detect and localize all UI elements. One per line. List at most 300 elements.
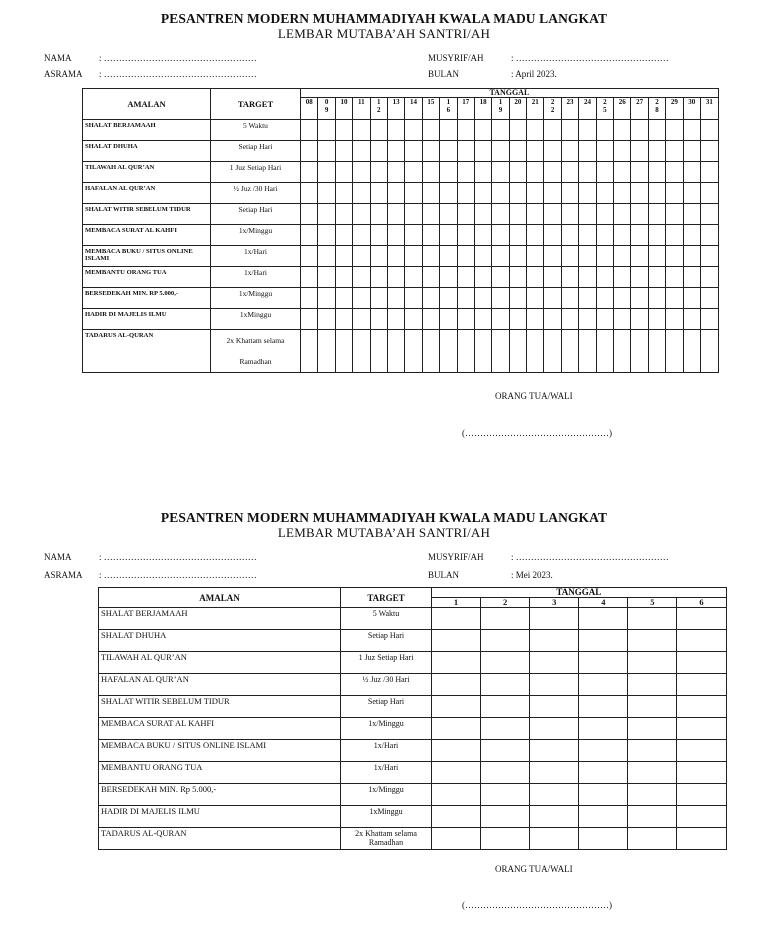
checkbox-cell[interactable] [440,183,457,204]
checkbox-cell[interactable] [530,762,579,784]
checkbox-cell[interactable] [301,204,318,225]
checkbox-cell[interactable] [648,183,665,204]
checkbox-cell[interactable] [666,120,683,141]
checkbox-cell[interactable] [631,246,648,267]
checkbox-cell[interactable] [648,267,665,288]
checkbox-cell[interactable] [481,674,530,696]
checkbox-cell[interactable] [387,246,404,267]
checkbox-cell[interactable] [544,267,561,288]
checkbox-cell[interactable] [370,309,387,330]
checkbox-cell[interactable] [700,225,718,246]
checkbox-cell[interactable] [353,204,370,225]
checkbox-cell[interactable] [579,183,596,204]
checkbox-cell[interactable] [301,288,318,309]
sheet2-asrama-field[interactable]: : …………………………………………… [99,570,257,580]
checkbox-cell[interactable] [648,120,665,141]
checkbox-cell[interactable] [530,674,579,696]
checkbox-cell[interactable] [596,309,613,330]
checkbox-cell[interactable] [405,120,422,141]
checkbox-cell[interactable] [318,183,335,204]
checkbox-cell[interactable] [387,288,404,309]
checkbox-cell[interactable] [492,183,509,204]
checkbox-cell[interactable] [648,309,665,330]
checkbox-cell[interactable] [405,330,422,373]
checkbox-cell[interactable] [405,288,422,309]
checkbox-cell[interactable] [579,762,628,784]
checkbox-cell[interactable] [579,718,628,740]
checkbox-cell[interactable] [318,309,335,330]
checkbox-cell[interactable] [561,225,578,246]
checkbox-cell[interactable] [474,288,491,309]
checkbox-cell[interactable] [666,162,683,183]
checkbox-cell[interactable] [481,740,530,762]
checkbox-cell[interactable] [530,608,579,630]
checkbox-cell[interactable] [544,309,561,330]
checkbox-cell[interactable] [544,246,561,267]
checkbox-cell[interactable] [561,120,578,141]
checkbox-cell[interactable] [579,784,628,806]
checkbox-cell[interactable] [530,630,579,652]
checkbox-cell[interactable] [614,162,631,183]
checkbox-cell[interactable] [335,225,352,246]
checkbox-cell[interactable] [318,162,335,183]
checkbox-cell[interactable] [353,225,370,246]
checkbox-cell[interactable] [677,806,726,828]
checkbox-cell[interactable] [474,246,491,267]
checkbox-cell[interactable] [387,162,404,183]
checkbox-cell[interactable] [370,288,387,309]
checkbox-cell[interactable] [579,806,628,828]
checkbox-cell[interactable] [683,330,700,373]
checkbox-cell[interactable] [422,141,439,162]
checkbox-cell[interactable] [474,204,491,225]
checkbox-cell[interactable] [648,330,665,373]
checkbox-cell[interactable] [492,330,509,373]
checkbox-cell[interactable] [405,309,422,330]
checkbox-cell[interactable] [422,204,439,225]
checkbox-cell[interactable] [474,141,491,162]
checkbox-cell[interactable] [579,246,596,267]
checkbox-cell[interactable] [509,309,526,330]
checkbox-cell[interactable] [432,652,481,674]
checkbox-cell[interactable] [544,141,561,162]
checkbox-cell[interactable] [353,183,370,204]
checkbox-cell[interactable] [318,225,335,246]
checkbox-cell[interactable] [387,330,404,373]
checkbox-cell[interactable] [481,762,530,784]
checkbox-cell[interactable] [335,183,352,204]
checkbox-cell[interactable] [677,652,726,674]
checkbox-cell[interactable] [422,288,439,309]
checkbox-cell[interactable] [509,141,526,162]
checkbox-cell[interactable] [614,309,631,330]
sheet2-nama-field[interactable]: : …………………………………………… [99,552,257,562]
checkbox-cell[interactable] [683,267,700,288]
checkbox-cell[interactable] [614,330,631,373]
checkbox-cell[interactable] [700,204,718,225]
checkbox-cell[interactable] [530,784,579,806]
checkbox-cell[interactable] [614,120,631,141]
sheet1-signature-line[interactable]: (…………………………………………) [462,428,612,438]
checkbox-cell[interactable] [666,288,683,309]
checkbox-cell[interactable] [481,718,530,740]
checkbox-cell[interactable] [301,183,318,204]
checkbox-cell[interactable] [561,267,578,288]
checkbox-cell[interactable] [628,806,677,828]
checkbox-cell[interactable] [405,141,422,162]
checkbox-cell[interactable] [492,162,509,183]
checkbox-cell[interactable] [628,674,677,696]
checkbox-cell[interactable] [353,246,370,267]
sheet1-asrama-field[interactable]: : …………………………………………… [99,69,257,79]
checkbox-cell[interactable] [405,246,422,267]
checkbox-cell[interactable] [492,288,509,309]
checkbox-cell[interactable] [677,762,726,784]
checkbox-cell[interactable] [370,204,387,225]
checkbox-cell[interactable] [422,162,439,183]
checkbox-cell[interactable] [596,204,613,225]
checkbox-cell[interactable] [440,225,457,246]
checkbox-cell[interactable] [666,183,683,204]
checkbox-cell[interactable] [700,288,718,309]
checkbox-cell[interactable] [457,162,474,183]
checkbox-cell[interactable] [648,246,665,267]
checkbox-cell[interactable] [628,652,677,674]
checkbox-cell[interactable] [561,309,578,330]
checkbox-cell[interactable] [677,630,726,652]
checkbox-cell[interactable] [387,225,404,246]
checkbox-cell[interactable] [628,762,677,784]
checkbox-cell[interactable] [527,162,544,183]
checkbox-cell[interactable] [683,309,700,330]
checkbox-cell[interactable] [614,246,631,267]
checkbox-cell[interactable] [631,204,648,225]
checkbox-cell[interactable] [457,225,474,246]
checkbox-cell[interactable] [579,288,596,309]
checkbox-cell[interactable] [527,288,544,309]
checkbox-cell[interactable] [683,141,700,162]
checkbox-cell[interactable] [405,162,422,183]
checkbox-cell[interactable] [509,204,526,225]
checkbox-cell[interactable] [527,204,544,225]
checkbox-cell[interactable] [700,120,718,141]
checkbox-cell[interactable] [683,162,700,183]
checkbox-cell[interactable] [318,120,335,141]
checkbox-cell[interactable] [579,309,596,330]
checkbox-cell[interactable] [509,330,526,373]
checkbox-cell[interactable] [631,288,648,309]
checkbox-cell[interactable] [422,330,439,373]
checkbox-cell[interactable] [481,608,530,630]
checkbox-cell[interactable] [492,225,509,246]
checkbox-cell[interactable] [579,608,628,630]
checkbox-cell[interactable] [301,141,318,162]
checkbox-cell[interactable] [440,309,457,330]
checkbox-cell[interactable] [596,288,613,309]
checkbox-cell[interactable] [579,696,628,718]
checkbox-cell[interactable] [561,246,578,267]
checkbox-cell[interactable] [631,225,648,246]
checkbox-cell[interactable] [700,246,718,267]
checkbox-cell[interactable] [301,225,318,246]
checkbox-cell[interactable] [353,162,370,183]
checkbox-cell[interactable] [544,330,561,373]
checkbox-cell[interactable] [387,309,404,330]
checkbox-cell[interactable] [579,630,628,652]
checkbox-cell[interactable] [405,183,422,204]
checkbox-cell[interactable] [683,183,700,204]
checkbox-cell[interactable] [422,225,439,246]
checkbox-cell[interactable] [509,162,526,183]
checkbox-cell[interactable] [301,267,318,288]
sheet2-musyrif-field[interactable]: : …………………………………………… [511,552,669,562]
checkbox-cell[interactable] [527,267,544,288]
checkbox-cell[interactable] [700,330,718,373]
checkbox-cell[interactable] [509,225,526,246]
checkbox-cell[interactable] [492,204,509,225]
checkbox-cell[interactable] [527,330,544,373]
checkbox-cell[interactable] [628,718,677,740]
checkbox-cell[interactable] [628,630,677,652]
checkbox-cell[interactable] [527,120,544,141]
checkbox-cell[interactable] [457,288,474,309]
checkbox-cell[interactable] [544,288,561,309]
checkbox-cell[interactable] [335,330,352,373]
checkbox-cell[interactable] [527,141,544,162]
checkbox-cell[interactable] [628,608,677,630]
checkbox-cell[interactable] [492,246,509,267]
checkbox-cell[interactable] [318,141,335,162]
checkbox-cell[interactable] [561,204,578,225]
checkbox-cell[interactable] [700,141,718,162]
checkbox-cell[interactable] [579,828,628,850]
checkbox-cell[interactable] [666,267,683,288]
checkbox-cell[interactable] [631,162,648,183]
checkbox-cell[interactable] [440,162,457,183]
checkbox-cell[interactable] [301,162,318,183]
checkbox-cell[interactable] [370,225,387,246]
checkbox-cell[interactable] [422,120,439,141]
checkbox-cell[interactable] [318,267,335,288]
checkbox-cell[interactable] [432,696,481,718]
checkbox-cell[interactable] [614,204,631,225]
checkbox-cell[interactable] [648,225,665,246]
checkbox-cell[interactable] [440,330,457,373]
checkbox-cell[interactable] [474,267,491,288]
checkbox-cell[interactable] [683,246,700,267]
checkbox-cell[interactable] [432,784,481,806]
checkbox-cell[interactable] [335,288,352,309]
checkbox-cell[interactable] [677,828,726,850]
checkbox-cell[interactable] [440,267,457,288]
checkbox-cell[interactable] [666,309,683,330]
checkbox-cell[interactable] [631,120,648,141]
checkbox-cell[interactable] [301,246,318,267]
checkbox-cell[interactable] [700,309,718,330]
checkbox-cell[interactable] [579,267,596,288]
checkbox-cell[interactable] [579,141,596,162]
checkbox-cell[interactable] [492,120,509,141]
checkbox-cell[interactable] [677,608,726,630]
checkbox-cell[interactable] [666,330,683,373]
checkbox-cell[interactable] [509,183,526,204]
checkbox-cell[interactable] [370,246,387,267]
checkbox-cell[interactable] [631,309,648,330]
checkbox-cell[interactable] [492,267,509,288]
checkbox-cell[interactable] [335,204,352,225]
checkbox-cell[interactable] [301,330,318,373]
checkbox-cell[interactable] [648,162,665,183]
checkbox-cell[interactable] [561,288,578,309]
checkbox-cell[interactable] [405,225,422,246]
checkbox-cell[interactable] [527,309,544,330]
checkbox-cell[interactable] [628,740,677,762]
checkbox-cell[interactable] [474,330,491,373]
checkbox-cell[interactable] [370,120,387,141]
checkbox-cell[interactable] [474,309,491,330]
checkbox-cell[interactable] [677,696,726,718]
checkbox-cell[interactable] [527,246,544,267]
checkbox-cell[interactable] [631,183,648,204]
checkbox-cell[interactable] [353,309,370,330]
checkbox-cell[interactable] [614,183,631,204]
checkbox-cell[interactable] [596,162,613,183]
checkbox-cell[interactable] [596,267,613,288]
checkbox-cell[interactable] [579,652,628,674]
checkbox-cell[interactable] [492,309,509,330]
checkbox-cell[interactable] [457,309,474,330]
checkbox-cell[interactable] [440,288,457,309]
checkbox-cell[interactable] [474,183,491,204]
checkbox-cell[interactable] [614,141,631,162]
checkbox-cell[interactable] [457,330,474,373]
checkbox-cell[interactable] [683,225,700,246]
checkbox-cell[interactable] [596,225,613,246]
checkbox-cell[interactable] [440,141,457,162]
sheet1-nama-field[interactable]: : …………………………………………… [99,53,257,63]
checkbox-cell[interactable] [405,267,422,288]
checkbox-cell[interactable] [631,267,648,288]
checkbox-cell[interactable] [527,225,544,246]
checkbox-cell[interactable] [440,204,457,225]
checkbox-cell[interactable] [631,141,648,162]
checkbox-cell[interactable] [579,674,628,696]
checkbox-cell[interactable] [387,183,404,204]
checkbox-cell[interactable] [481,630,530,652]
checkbox-cell[interactable] [353,267,370,288]
checkbox-cell[interactable] [666,225,683,246]
checkbox-cell[interactable] [596,330,613,373]
checkbox-cell[interactable] [318,204,335,225]
checkbox-cell[interactable] [683,120,700,141]
checkbox-cell[interactable] [301,309,318,330]
checkbox-cell[interactable] [440,246,457,267]
checkbox-cell[interactable] [353,330,370,373]
checkbox-cell[interactable] [335,309,352,330]
sheet1-musyrif-field[interactable]: : …………………………………………… [511,53,669,63]
checkbox-cell[interactable] [335,120,352,141]
checkbox-cell[interactable] [544,120,561,141]
checkbox-cell[interactable] [432,806,481,828]
checkbox-cell[interactable] [509,246,526,267]
checkbox-cell[interactable] [614,225,631,246]
checkbox-cell[interactable] [474,162,491,183]
checkbox-cell[interactable] [335,246,352,267]
checkbox-cell[interactable] [335,267,352,288]
checkbox-cell[interactable] [677,784,726,806]
checkbox-cell[interactable] [353,288,370,309]
checkbox-cell[interactable] [432,630,481,652]
checkbox-cell[interactable] [335,141,352,162]
checkbox-cell[interactable] [432,608,481,630]
checkbox-cell[interactable] [666,141,683,162]
checkbox-cell[interactable] [432,762,481,784]
checkbox-cell[interactable] [387,120,404,141]
checkbox-cell[interactable] [353,141,370,162]
checkbox-cell[interactable] [614,267,631,288]
checkbox-cell[interactable] [666,246,683,267]
checkbox-cell[interactable] [432,674,481,696]
checkbox-cell[interactable] [530,718,579,740]
checkbox-cell[interactable] [579,162,596,183]
checkbox-cell[interactable] [457,204,474,225]
checkbox-cell[interactable] [530,696,579,718]
checkbox-cell[interactable] [527,183,544,204]
checkbox-cell[interactable] [481,828,530,850]
checkbox-cell[interactable] [457,246,474,267]
checkbox-cell[interactable] [370,267,387,288]
checkbox-cell[interactable] [318,246,335,267]
checkbox-cell[interactable] [457,267,474,288]
checkbox-cell[interactable] [677,718,726,740]
checkbox-cell[interactable] [457,141,474,162]
checkbox-cell[interactable] [422,267,439,288]
checkbox-cell[interactable] [628,784,677,806]
checkbox-cell[interactable] [422,246,439,267]
checkbox-cell[interactable] [370,162,387,183]
checkbox-cell[interactable] [561,330,578,373]
checkbox-cell[interactable] [387,204,404,225]
checkbox-cell[interactable] [405,204,422,225]
checkbox-cell[interactable] [700,267,718,288]
checkbox-cell[interactable] [509,267,526,288]
checkbox-cell[interactable] [561,162,578,183]
checkbox-cell[interactable] [387,141,404,162]
checkbox-cell[interactable] [544,204,561,225]
checkbox-cell[interactable] [422,183,439,204]
checkbox-cell[interactable] [422,309,439,330]
checkbox-cell[interactable] [432,828,481,850]
checkbox-cell[interactable] [596,120,613,141]
checkbox-cell[interactable] [432,740,481,762]
checkbox-cell[interactable] [579,204,596,225]
checkbox-cell[interactable] [530,652,579,674]
checkbox-cell[interactable] [530,806,579,828]
checkbox-cell[interactable] [509,288,526,309]
checkbox-cell[interactable] [530,828,579,850]
checkbox-cell[interactable] [561,141,578,162]
sheet2-signature-line[interactable]: (…………………………………………) [462,900,612,910]
checkbox-cell[interactable] [370,183,387,204]
checkbox-cell[interactable] [474,120,491,141]
checkbox-cell[interactable] [614,288,631,309]
checkbox-cell[interactable] [648,141,665,162]
checkbox-cell[interactable] [579,225,596,246]
checkbox-cell[interactable] [481,652,530,674]
checkbox-cell[interactable] [628,828,677,850]
checkbox-cell[interactable] [318,288,335,309]
checkbox-cell[interactable] [335,162,352,183]
